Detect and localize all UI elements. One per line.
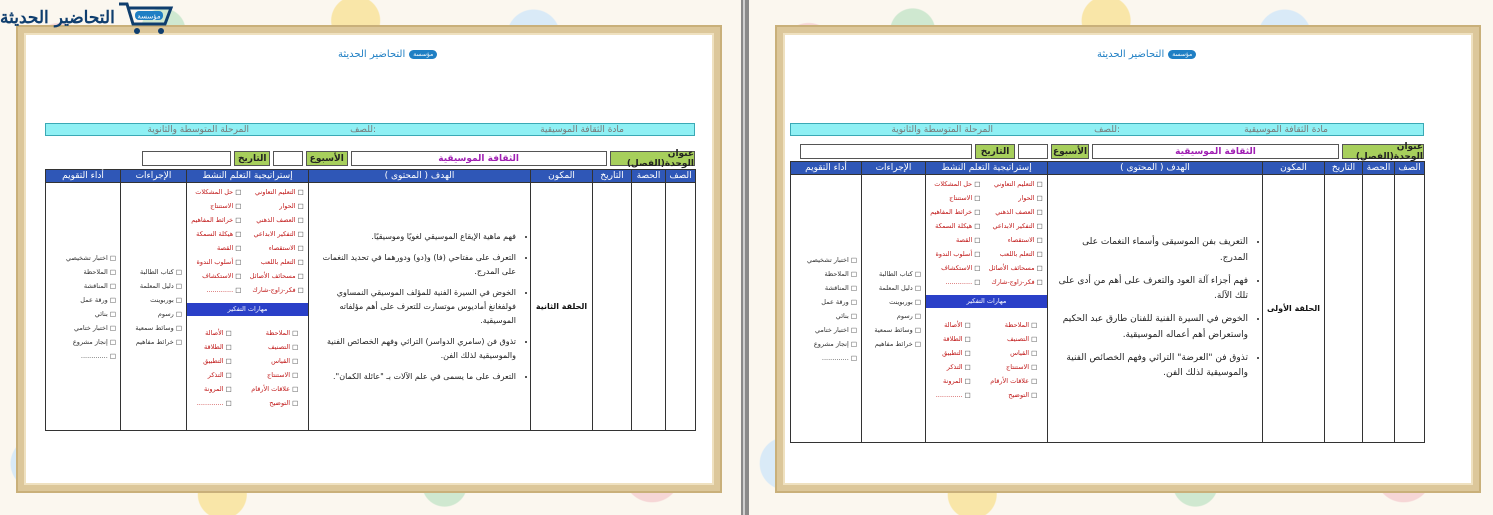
assessment-list: [791, 253, 857, 365]
date-field[interactable]: [800, 144, 972, 159]
corner-logo: [0, 0, 175, 36]
period-cell[interactable]: [1363, 175, 1395, 443]
checkbox-item[interactable]: □ اختبار ختامي: [791, 323, 857, 337]
header-logo: [338, 49, 437, 60]
col-strategy: إستراتيجية التعلم النشط: [187, 170, 309, 183]
goal-cell: [1048, 175, 1263, 443]
checkbox-item[interactable]: □ التوضيح: [990, 388, 1037, 402]
checkbox-item[interactable]: □ التصنيف: [251, 340, 298, 354]
checkbox-item[interactable]: □ .............: [936, 388, 971, 402]
col-procedures: الإجراءات: [862, 162, 926, 175]
checkbox-item[interactable]: □ .............: [197, 396, 232, 410]
checkbox-item[interactable]: □ التفكير الابداعي: [989, 219, 1043, 233]
checkbox-item[interactable]: □ التعلم باللعب: [250, 255, 304, 269]
checkbox-item[interactable]: □ أسلوب الندوة: [191, 255, 241, 269]
checkbox-item[interactable]: □ إنجاز مشروع: [46, 335, 116, 349]
date-label: التاريخ: [234, 151, 270, 166]
col-date: التاريخ: [593, 170, 632, 183]
checkbox-item[interactable]: □ التفكير الابداعي: [250, 227, 304, 241]
checkbox-item[interactable]: □ حل المشكلات: [930, 177, 980, 191]
checkbox-item[interactable]: □ الاستنتاج: [990, 360, 1037, 374]
date-cell[interactable]: [1325, 175, 1363, 443]
checkbox-item[interactable]: □ التذكر: [197, 368, 232, 382]
checkbox-item[interactable]: □ التصنيف: [990, 332, 1037, 346]
checkbox-item[interactable]: □ .............: [791, 351, 857, 365]
checkbox-item[interactable]: □ وسائط سمعية: [121, 321, 182, 335]
checkbox-item[interactable]: □ الاستنتاج: [191, 199, 241, 213]
checkbox-item[interactable]: □ الاستنتاج: [930, 191, 980, 205]
checkbox-item[interactable]: □ الحوار: [250, 199, 304, 213]
checkbox-item[interactable]: □ كتاب الطالبة: [121, 265, 182, 279]
col-goal: الهدف ( المحتوى ): [309, 170, 531, 183]
week-field[interactable]: [273, 151, 303, 166]
assessment-cell: [46, 183, 121, 431]
component-cell: الحلقة الثانية: [531, 183, 593, 431]
checkbox-item[interactable]: □ التطبيق: [197, 354, 232, 368]
checkbox-item[interactable]: □ التطبيق: [936, 346, 971, 360]
goal-item: • فهم أجزاء آلة العود والتعرف على أهم من أدى على تلك الآلة.: [1052, 274, 1248, 306]
checkbox-item[interactable]: □ أسلوب الندوة: [930, 247, 980, 261]
date-label: التاريخ: [975, 144, 1015, 159]
strategy-cell: [926, 175, 1048, 443]
procedures-list: [121, 265, 182, 349]
col-procedures: الإجراءات: [121, 170, 187, 183]
procedures-cell: [862, 175, 926, 443]
checkbox-item[interactable]: □ دليل المعلمة: [862, 281, 921, 295]
assessment-list: [46, 251, 116, 363]
col-class: الصف: [666, 170, 696, 183]
checkbox-item[interactable]: □ مسحائف الأصائل: [250, 269, 304, 283]
checkbox-item[interactable]: □ .............: [930, 275, 980, 289]
checkbox-item[interactable]: □ علاقات الأرقام: [251, 382, 298, 396]
checkbox-item[interactable]: □ القصة: [930, 233, 980, 247]
checkbox-item[interactable]: □ حل المشكلات: [191, 185, 241, 199]
checkbox-item[interactable]: □ الملاحظة: [251, 326, 298, 340]
checkbox-item[interactable]: □ كتاب الطالبة: [862, 267, 921, 281]
stage-label: المرحلة المتوسطة والثانوية: [147, 124, 249, 135]
checkbox-item[interactable]: □ التعلم باللعب: [989, 247, 1043, 261]
checkbox-item[interactable]: □ دليل المعلمة: [121, 279, 182, 293]
checkbox-item[interactable]: □ خرائط المفاهيم: [930, 205, 980, 219]
thinking-skills-header: مهارات التفكير: [926, 295, 1047, 308]
checkbox-item[interactable]: □ خرائط مفاهيم: [121, 335, 182, 349]
component-cell: الحلقة الأولى: [1263, 175, 1325, 443]
checkbox-item[interactable]: □ بوربوينت: [121, 293, 182, 307]
col-assessment: أداء التقويم: [46, 170, 121, 183]
checkbox-item[interactable]: □ العصف الذهني: [989, 205, 1043, 219]
checkbox-item[interactable]: □ الطلاقة: [197, 340, 232, 354]
strategy-list: [191, 185, 241, 297]
assessment-cell: [791, 175, 862, 443]
unit-title-label: عنوان الوحدة(الفصل): [1342, 144, 1424, 159]
checkbox-item[interactable]: □ .............: [191, 283, 241, 297]
subject-bar: [790, 123, 1424, 136]
checkbox-item[interactable]: □ المرونة: [936, 374, 971, 388]
checkbox-item[interactable]: □ رسوم: [862, 309, 921, 323]
class-label: للصف:: [1094, 124, 1120, 135]
procedures-cell: [121, 183, 187, 431]
col-strategy: إستراتيجية التعلم النشط: [926, 162, 1048, 175]
strategy-list: [250, 185, 304, 297]
checkbox-item[interactable]: □ الاستنتاج: [251, 368, 298, 382]
col-goal: الهدف ( المحتوى ): [1048, 162, 1263, 175]
checkbox-item[interactable]: □ رسوم: [121, 307, 182, 321]
header-logo-text: التحاضير الحديثة: [338, 49, 406, 60]
goal-item: • تذوق فن (سامري الدواسر) التراثي وفهم الخصائص الفنية والموسيقية لذلك الفن.: [313, 335, 516, 363]
checkbox-item[interactable]: □ وسائط سمعية: [862, 323, 921, 337]
thinking-list: [197, 326, 232, 410]
header-logo-text: التحاضير الحديثة: [1097, 49, 1165, 60]
checkbox-item[interactable]: □ الملاحظة: [46, 265, 116, 279]
col-component: المكون: [531, 170, 593, 183]
date-field[interactable]: [142, 151, 231, 166]
subject-bar: [45, 123, 695, 136]
col-class: الصف: [1395, 162, 1425, 175]
header-logo-pill: مؤسسة: [1168, 50, 1196, 59]
checkbox-item[interactable]: □ الحوار: [989, 191, 1043, 205]
thinking-list: [936, 318, 971, 402]
week-label: الأسبوع: [306, 151, 348, 166]
col-date: التاريخ: [1325, 162, 1363, 175]
checkbox-item[interactable]: □ التعليم التعاوني: [250, 185, 304, 199]
subject-label: مادة الثقافة الموسيقية: [1244, 124, 1328, 135]
procedures-list: [862, 267, 921, 351]
goal-item: • الخوض في السيرة الفنية للفنان طارق عبد الحكيم واستعراض أهم أعماله الموسيقية.: [1052, 312, 1248, 344]
unit-title-value[interactable]: الثقافة الموسيقية: [351, 151, 607, 166]
thinking-list: [990, 318, 1037, 402]
page-frame: [18, 27, 720, 491]
class-cell[interactable]: [1395, 175, 1425, 443]
checkbox-item[interactable]: □ مسحائف الأصائل: [989, 261, 1043, 275]
document-page-right: [749, 0, 1493, 515]
strategy-list: [989, 177, 1043, 289]
checkbox-item[interactable]: □ اختبار ختامي: [46, 321, 116, 335]
checkbox-item[interactable]: □ بنائي: [791, 309, 857, 323]
unit-title-label: عنوان الوحدة(الفصل): [610, 151, 695, 166]
checkbox-item[interactable]: □ القياس: [251, 354, 298, 368]
checkbox-item[interactable]: □ العصف الذهني: [250, 213, 304, 227]
period-cell[interactable]: [632, 183, 666, 431]
checkbox-item[interactable]: □ الملاحظة: [791, 267, 857, 281]
checkbox-item[interactable]: □ علاقات الأرقام: [990, 374, 1037, 388]
checkbox-item[interactable]: □ خرائط المفاهيم: [191, 213, 241, 227]
goal-item: • الخوض في السيرة الفنية للمؤلف الموسيقي النمساوي فولفغانغ أماديوس موتسارت للتعرف على أهم مؤلفاته الموسيقية.: [313, 286, 516, 328]
checkbox-item[interactable]: □ اختبار تشخيصي: [791, 253, 857, 267]
checkbox-item[interactable]: □ ورقة عمل: [46, 293, 116, 307]
week-label: الأسبوع: [1051, 144, 1089, 159]
checkbox-item[interactable]: □ فكر-زاوج-شارك: [989, 275, 1043, 289]
lesson-plan-table: [790, 161, 1425, 443]
checkbox-item[interactable]: □ إنجاز مشروع: [791, 337, 857, 351]
checkbox-item[interactable]: □ المرونة: [197, 382, 232, 396]
goal-item: • التعرف على ما يسمى في علم الآلات بـ "عائلة الكمان".: [313, 370, 516, 384]
checkbox-item[interactable]: □ القصة: [191, 241, 241, 255]
checkbox-item[interactable]: □ خرائط مفاهيم: [862, 337, 921, 351]
checkbox-item[interactable]: □ بنائي: [46, 307, 116, 321]
checkbox-item[interactable]: □ الأصالة: [197, 326, 232, 340]
cart-icon: [115, 0, 175, 36]
checkbox-item[interactable]: □ الاستقصاء: [989, 233, 1043, 247]
checkbox-item[interactable]: □ الملاحظة: [990, 318, 1037, 332]
goal-cell: [309, 183, 531, 431]
checkbox-item[interactable]: □ المناقشة: [46, 279, 116, 293]
class-cell[interactable]: [666, 183, 696, 431]
checkbox-item[interactable]: □ التوضيح: [251, 396, 298, 410]
goal-item: • التعرف على مفتاحي (فا) و(دو) ودورهما في تحديد النغمات على المدرج.: [313, 251, 516, 279]
checkbox-item[interactable]: □ المناقشة: [791, 281, 857, 295]
corner-logo-text: التحاضير الحديثة: [0, 8, 115, 28]
checkbox-item[interactable]: □ الاستكشاف: [191, 269, 241, 283]
checkbox-item[interactable]: □ ورقة عمل: [791, 295, 857, 309]
strategy-list: [930, 177, 980, 289]
checkbox-item[interactable]: □ .............: [46, 349, 116, 363]
page-divider: [741, 0, 749, 515]
col-component: المكون: [1263, 162, 1325, 175]
page-frame: [777, 27, 1479, 491]
header-logo-pill: مؤسسة: [409, 50, 437, 59]
thinking-skills-header: مهارات التفكير: [187, 303, 308, 316]
date-cell[interactable]: [593, 183, 632, 431]
corner-logo-pill: مؤسسة: [137, 12, 161, 21]
goal-item: • التعريف بفن الموسيقى وأسماء النغمات على المدرج.: [1052, 235, 1248, 267]
checkbox-item[interactable]: □ التعليم التعاوني: [989, 177, 1043, 191]
checkbox-item[interactable]: □ الأصالة: [936, 318, 971, 332]
checkbox-item[interactable]: □ الطلاقة: [936, 332, 971, 346]
unit-row: [139, 148, 695, 169]
checkbox-item[interactable]: □ التذكر: [936, 360, 971, 374]
subject-label: مادة الثقافة الموسيقية: [540, 124, 624, 135]
col-period: الحصة: [632, 170, 666, 183]
col-period: الحصة: [1363, 162, 1395, 175]
document-page-left: [0, 0, 741, 515]
checkbox-item[interactable]: □ هيكلة السمكة: [191, 227, 241, 241]
thinking-list: [251, 326, 298, 410]
unit-title-value[interactable]: الثقافة الموسيقية: [1092, 144, 1339, 159]
unit-row: [790, 141, 1424, 162]
col-assessment: أداء التقويم: [791, 162, 862, 175]
checkbox-item[interactable]: □ القياس: [990, 346, 1037, 360]
strategy-cell: [187, 183, 309, 431]
goal-item: • تذوق فن "العرضة" التراثي وفهم الخصائص الفنية والموسيقية لذلك الفن.: [1052, 351, 1248, 383]
lesson-plan-table: [45, 169, 696, 431]
checkbox-item[interactable]: □ بوربوينت: [862, 295, 921, 309]
header-logo: [1097, 49, 1196, 60]
checkbox-item[interactable]: □ الاستكشاف: [930, 261, 980, 275]
checkbox-item[interactable]: □ هيكلة السمكة: [930, 219, 980, 233]
goal-item: • فهم ماهية الإيقاع الموسيقي لغويًا وموسيقيًا.: [313, 230, 516, 244]
checkbox-item[interactable]: □ فكر-زاوج-شارك: [250, 283, 304, 297]
week-field[interactable]: [1018, 144, 1048, 159]
class-label: للصف:: [350, 124, 376, 135]
checkbox-item[interactable]: □ اختبار تشخيصي: [46, 251, 116, 265]
stage-label: المرحلة المتوسطة والثانوية: [891, 124, 993, 135]
checkbox-item[interactable]: □ الاستقصاء: [250, 241, 304, 255]
